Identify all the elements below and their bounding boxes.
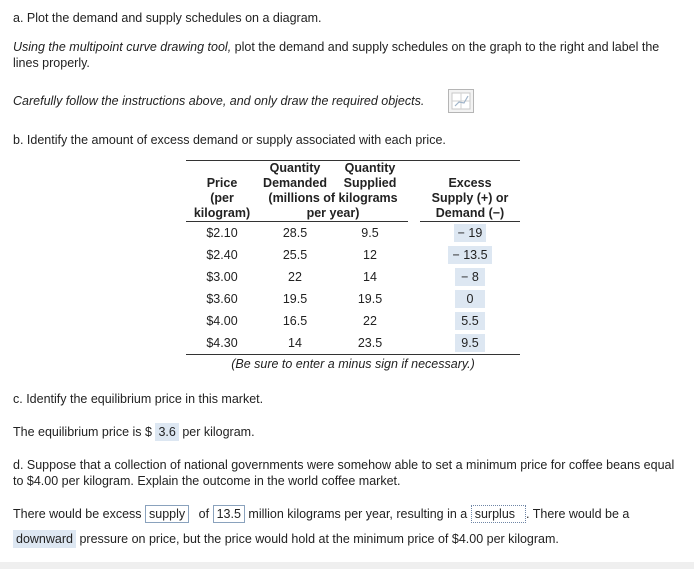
qd-cell: 16.5	[282, 314, 308, 328]
excess-answer[interactable]: − 19	[454, 224, 487, 242]
qd-cell: 19.5	[282, 292, 308, 306]
qd-cell: 22	[288, 270, 302, 284]
units-header-line1: (millions of kilograms	[268, 191, 398, 205]
minus-sign-note: (Be sure to enter a minus sign if necessary.)	[231, 357, 475, 371]
equilibrium-price-answer[interactable]: 3.6	[155, 423, 178, 441]
qs-cell: 23.5	[357, 336, 383, 350]
excess-header-line1: Excess	[448, 176, 492, 190]
qs-cell: 19.5	[357, 292, 383, 306]
price-cell: $2.40	[206, 248, 238, 262]
outcome-sentence-line2	[13, 530, 559, 548]
price-header	[186, 161, 258, 223]
price-header-line1: Price	[206, 176, 238, 190]
price-cell: $2.10	[206, 226, 238, 240]
price-cell: $3.60	[206, 292, 238, 306]
excess-answer[interactable]: 9.5	[455, 334, 485, 352]
qs-cell: 9.5	[361, 226, 379, 240]
graph-tool-icon[interactable]	[448, 89, 474, 113]
schedule-table	[186, 160, 520, 355]
table-row	[186, 266, 520, 288]
qs-cell: 12	[363, 248, 377, 262]
qs-cell: 14	[363, 270, 377, 284]
excess-header-line3: Demand (−)	[420, 206, 520, 222]
equilibrium-sentence	[13, 423, 255, 441]
qd-header-line2: Demanded	[263, 176, 327, 190]
equilibrium-suffix: per kilogram.	[182, 425, 255, 439]
price-cell: $3.00	[206, 270, 238, 284]
excess-header-line2: Supply (+) or	[431, 191, 509, 205]
outcome-text-2: of	[198, 507, 210, 521]
qd-cell: 14	[288, 336, 302, 350]
table-row	[186, 288, 520, 310]
schedule-table-container	[186, 160, 520, 371]
qd-header-line1: Quantity	[269, 161, 321, 175]
price-header-line3: kilogram)	[186, 206, 258, 222]
table-row	[186, 244, 520, 266]
qs-header-line2: Supplied	[343, 176, 397, 190]
excess-header	[420, 161, 520, 223]
qd-cell: 28.5	[282, 226, 308, 240]
careful-note: Carefully follow the instructions above, and only draw the required objects.	[13, 94, 425, 108]
qd-cell: 25.5	[282, 248, 308, 262]
part-a-heading: a. Plot the demand and supply schedules on a diagram.	[13, 11, 322, 25]
excess-answer[interactable]: 5.5	[455, 312, 485, 330]
table-row	[186, 310, 520, 332]
outcome-text-1: There would be excess	[13, 507, 142, 521]
excess-answer[interactable]: − 8	[455, 268, 485, 286]
qs-header-line1: Quantity	[344, 161, 396, 175]
footer-bar	[0, 562, 694, 569]
excess-amount-answer[interactable]: 13.5	[213, 505, 245, 523]
outcome-text-4: . There would be a	[526, 507, 630, 521]
result-type-select[interactable]: surplus	[471, 505, 526, 523]
outcome-sentence-line1	[13, 505, 629, 523]
excess-type-select[interactable]: supply	[145, 505, 189, 523]
price-cell: $4.30	[206, 336, 238, 350]
price-cell: $4.00	[206, 314, 238, 328]
part-b-heading: b. Identify the amount of excess demand or supply associated with each price.	[13, 133, 446, 147]
part-a-instruction	[13, 39, 685, 71]
instruction-tool-name: Using the multipoint curve drawing tool,	[13, 40, 232, 54]
outcome-text-3: million kilograms per year, resulting in a	[248, 507, 468, 521]
outcome-text-5: pressure on price, but the price would hold at the minimum price of $4.00 per kilogram.	[79, 532, 559, 546]
qs-cell: 22	[363, 314, 377, 328]
excess-answer[interactable]: − 13.5	[448, 246, 491, 264]
part-d-heading: d. Suppose that a collection of national governments were somehow able to set a minimum price for coffee beans equal to $4.00 per kilogram. Explain the outcome in the world coffee market.	[13, 458, 675, 488]
units-header-line2: per year)	[258, 206, 408, 222]
equilibrium-prefix: The equilibrium price is $	[13, 425, 152, 439]
instruction-text: plot the demand and supply schedules on the graph to the right and label the lines properly.	[13, 40, 660, 70]
price-header-line2: (per	[210, 191, 234, 205]
part-c-heading: c. Identify the equilibrium price in this market.	[13, 392, 264, 406]
table-row	[186, 222, 520, 244]
table-row	[186, 332, 520, 355]
quantity-header	[258, 161, 408, 223]
excess-answer[interactable]: 0	[455, 290, 485, 308]
price-pressure-select[interactable]: downward	[13, 530, 76, 548]
